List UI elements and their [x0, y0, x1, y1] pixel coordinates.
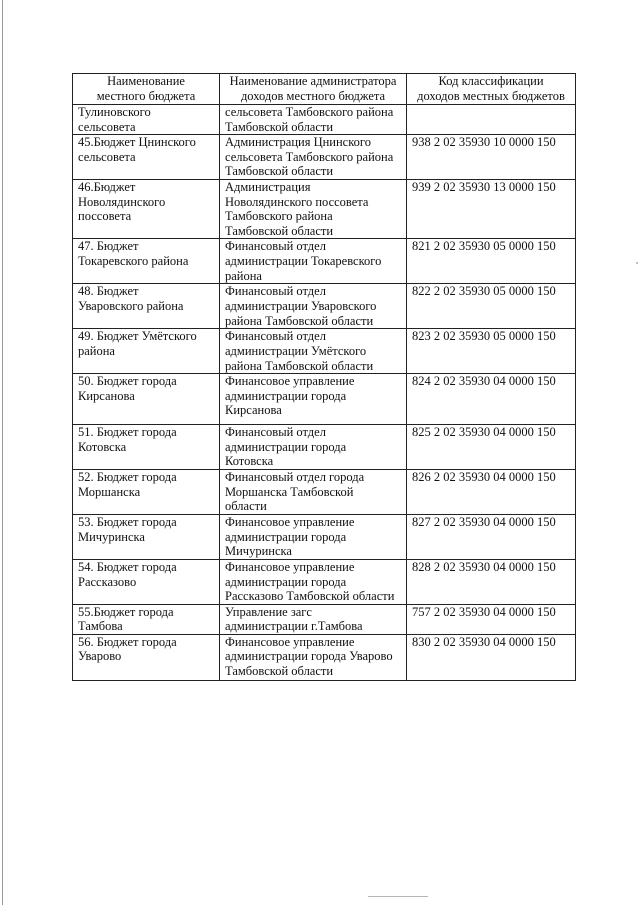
code-cell: 823 2 02 35930 05 0000 150: [407, 329, 576, 374]
administrator-cell: Администрация Цнинского сельсовета Тамбовского района Тамбовской области: [220, 135, 407, 180]
table-row: [73, 470, 576, 515]
budget-revenue-table: [72, 73, 576, 681]
budget-name-cell: 55.Бюджет города Тамбова: [73, 604, 220, 634]
table-row: [73, 374, 576, 425]
administrator-cell: Управление загс администрации г.Тамбова: [220, 604, 407, 634]
budget-name-cell: 53. Бюджет города Мичуринска: [73, 514, 220, 559]
budget-name-cell: 46.Бюджет Новолядинского поссовета: [73, 179, 220, 238]
scan-artifact-line: [368, 896, 428, 897]
administrator-cell: Финансовое управление администрации города Кирсанова: [220, 374, 407, 425]
code-cell: 938 2 02 35930 10 0000 150: [407, 135, 576, 180]
header-administrator-name: Наименование администратора доходов местного бюджета: [220, 74, 407, 105]
scan-edge-line: [2, 0, 3, 905]
budget-name-cell: 47. Бюджет Токаревского района: [73, 239, 220, 284]
table-row: [73, 135, 576, 180]
budget-name-cell: 56. Бюджет города Уварово: [73, 634, 220, 680]
budget-name-cell: 52. Бюджет города Моршанска: [73, 470, 220, 515]
budget-name-cell: 48. Бюджет Уваровского района: [73, 284, 220, 329]
header-budget-name: Наименование местного бюджета: [73, 74, 220, 105]
code-cell: 827 2 02 35930 04 0000 150: [407, 514, 576, 559]
administrator-cell: Финансовое управление администрации города Уварово Тамбовской области: [220, 634, 407, 680]
code-cell: 825 2 02 35930 04 0000 150: [407, 425, 576, 470]
table-row: [73, 329, 576, 374]
table-row: [73, 179, 576, 238]
table-row: [73, 514, 576, 559]
administrator-cell: Финансовый отдел администрации города Котовска: [220, 425, 407, 470]
table-row: [73, 105, 576, 135]
administrator-cell: Финансовое управление администрации города Мичуринска: [220, 514, 407, 559]
budget-name-cell: 50. Бюджет города Кирсанова: [73, 374, 220, 425]
administrator-cell: Финансовый отдел города Моршанска Тамбовской области: [220, 470, 407, 515]
code-cell: [407, 105, 576, 135]
budget-name-cell: 45.Бюджет Цнинского сельсовета: [73, 135, 220, 180]
budget-name-cell: 54. Бюджет города Рассказово: [73, 559, 220, 604]
administrator-cell: Финансовый отдел администрации Уваровского района Тамбовской области: [220, 284, 407, 329]
administrator-cell: Финансовый отдел администрации Токаревского района: [220, 239, 407, 284]
administrator-cell: Финансовое управление администрации города Рассказово Тамбовской области: [220, 559, 407, 604]
code-cell: 821 2 02 35930 05 0000 150: [407, 239, 576, 284]
table-row: [73, 239, 576, 284]
administrator-cell: сельсовета Тамбовского района Тамбовской области: [220, 105, 407, 135]
code-cell: 757 2 02 35930 04 0000 150: [407, 604, 576, 634]
header-classification-code: Код классификации доходов местных бюджетов: [407, 74, 576, 105]
administrator-cell: Финансовый отдел администрации Умётского района Тамбовской области: [220, 329, 407, 374]
table-row: [73, 284, 576, 329]
code-cell: 830 2 02 35930 04 0000 150: [407, 634, 576, 680]
table-row: [73, 634, 576, 680]
administrator-cell: Администрация Новолядинского поссовета Тамбовского района Тамбовской области: [220, 179, 407, 238]
budget-name-cell: Тулиновского сельсовета: [73, 105, 220, 135]
budget-name-cell: 51. Бюджет города Котовска: [73, 425, 220, 470]
table-row: [73, 604, 576, 634]
code-cell: 822 2 02 35930 05 0000 150: [407, 284, 576, 329]
code-cell: 824 2 02 35930 04 0000 150: [407, 374, 576, 425]
table-row: [73, 559, 576, 604]
code-cell: 826 2 02 35930 04 0000 150: [407, 470, 576, 515]
table-header-row: [73, 74, 576, 105]
code-cell: 939 2 02 35930 13 0000 150: [407, 179, 576, 238]
budget-name-cell: 49. Бюджет Умётского района: [73, 329, 220, 374]
scan-artifact-dot: [636, 262, 638, 264]
table-row: [73, 425, 576, 470]
code-cell: 828 2 02 35930 04 0000 150: [407, 559, 576, 604]
